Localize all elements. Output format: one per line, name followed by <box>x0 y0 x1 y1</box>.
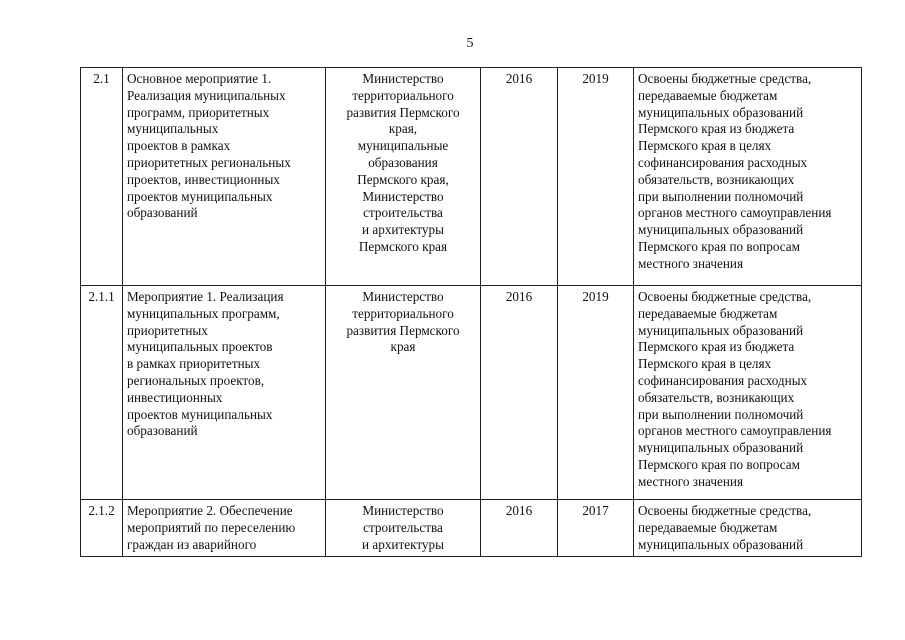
start-year: 2016 <box>505 289 533 304</box>
executor-line: Министерство <box>362 289 444 304</box>
result-line: Освоены бюджетные средства, <box>638 289 812 304</box>
executor-line: края, <box>388 121 418 137</box>
executor-line: Министерство <box>362 503 444 518</box>
result-line: передаваемые бюджетам <box>638 87 778 103</box>
table-row <box>81 68 862 286</box>
measure-name-cell <box>123 500 326 557</box>
start-year-cell <box>481 68 558 286</box>
result-line: Пермского края из бюджета <box>638 339 795 355</box>
result-line: передаваемые бюджетам <box>638 305 778 321</box>
measure-name-line: приоритетных <box>127 322 208 338</box>
executor-line: развития Пермского <box>346 322 460 338</box>
result-cell <box>634 68 862 286</box>
measure-name-line: образований <box>127 205 198 221</box>
result-cell <box>634 500 862 557</box>
executor-cell <box>326 68 481 286</box>
result-line: органов местного самоуправления <box>638 205 832 221</box>
executor-line: Министерство <box>362 188 444 204</box>
executor-line: образования <box>368 154 438 170</box>
measure-name-line: региональных проектов, <box>127 372 265 388</box>
result-line: органов местного самоуправления <box>638 423 832 439</box>
end-year: 2019 <box>582 289 609 304</box>
executor-line: развития Пермского <box>346 104 460 120</box>
end-year-cell <box>558 286 634 500</box>
start-year: 2016 <box>505 71 533 86</box>
result-line: муниципальных образований <box>638 104 804 120</box>
measure-name-line: Основное мероприятие 1. <box>127 71 272 86</box>
result-line: Пермского края по вопросам <box>638 238 800 254</box>
result-line: Освоены бюджетные средства, <box>638 503 812 518</box>
executor-line: Министерство <box>362 71 444 86</box>
result-line: муниципальных образований <box>638 322 804 338</box>
result-line: при выполнении полномочий <box>638 406 804 422</box>
executor-line: Пермского края, <box>357 171 449 187</box>
item-number-cell <box>81 286 123 500</box>
measure-name-cell <box>123 68 326 286</box>
end-year: 2019 <box>582 71 609 86</box>
table-row <box>81 286 862 500</box>
measure-name-line: Реализация муниципальных <box>127 87 286 103</box>
start-year-cell <box>481 500 558 557</box>
measure-name-line: программ, приоритетных <box>127 104 270 120</box>
result-line: Пермского края в целях <box>638 356 772 372</box>
result-line: Пермского края из бюджета <box>638 121 795 137</box>
measure-name-line: муниципальных проектов <box>127 339 273 355</box>
executor-cell <box>326 286 481 500</box>
measure-name-line: мероприятий по переселению <box>127 519 296 535</box>
measure-name-line: муниципальных программ, <box>127 305 280 321</box>
result-line: при выполнении полномочий <box>638 188 804 204</box>
executor-line: строительства <box>363 205 443 221</box>
result-line: местного значения <box>638 255 744 271</box>
executor-cell <box>326 500 481 557</box>
measures-table <box>80 67 862 557</box>
executor-line: территориального <box>352 87 454 103</box>
end-year-cell <box>558 68 634 286</box>
result-cell <box>634 286 862 500</box>
measure-name-line: приоритетных региональных <box>127 154 291 170</box>
result-line: муниципальных образований <box>638 440 804 456</box>
measure-name-line: Мероприятие 2. Обеспечение <box>127 503 293 518</box>
measure-name-line: в рамках приоритетных <box>127 356 261 372</box>
item-number-cell <box>81 500 123 557</box>
measure-name-line: проектов муниципальных <box>127 188 273 204</box>
executor-line: и архитектуры <box>362 536 444 552</box>
item-number: 2.1.2 <box>88 503 115 518</box>
measure-name-line: граждан из аварийного <box>127 536 257 552</box>
executor-line: строительства <box>363 519 443 535</box>
executor-line: края <box>390 339 416 355</box>
result-line: Пермского края по вопросам <box>638 456 800 472</box>
end-year: 2017 <box>582 503 609 518</box>
result-line: обязательств, возникающих <box>638 171 795 187</box>
result-line: Освоены бюджетные средства, <box>638 71 812 86</box>
result-line: муниципальных образований <box>638 536 804 552</box>
page-number: 5 <box>466 36 474 51</box>
result-line: софинансирования расходных <box>638 154 808 170</box>
result-line: обязательств, возникающих <box>638 389 795 405</box>
start-year-cell <box>481 286 558 500</box>
end-year-cell <box>558 500 634 557</box>
item-number-cell <box>81 68 123 286</box>
executor-line: Пермского края <box>358 238 448 254</box>
item-number: 2.1.1 <box>88 289 115 304</box>
result-line: местного значения <box>638 473 744 489</box>
executor-line: и архитектуры <box>362 222 444 238</box>
item-number: 2.1 <box>93 71 110 86</box>
measure-name-cell <box>123 286 326 500</box>
result-line: передаваемые бюджетам <box>638 519 778 535</box>
executor-line: территориального <box>352 305 454 321</box>
measure-name-line: проектов муниципальных <box>127 406 273 422</box>
measure-name-line: Мероприятие 1. Реализация <box>127 289 284 304</box>
result-line: муниципальных образований <box>638 222 804 238</box>
result-line: софинансирования расходных <box>638 372 808 388</box>
measure-name-line: проектов, инвестиционных <box>127 171 280 187</box>
measure-name-line: образований <box>127 423 198 439</box>
executor-line: муниципальные <box>357 138 449 154</box>
measure-name-line: проектов в рамках <box>127 138 231 154</box>
table-row <box>81 500 862 557</box>
measure-name-line: инвестиционных <box>127 389 223 405</box>
measure-name-line: муниципальных <box>127 121 219 137</box>
start-year: 2016 <box>505 503 533 518</box>
result-line: Пермского края в целях <box>638 138 772 154</box>
